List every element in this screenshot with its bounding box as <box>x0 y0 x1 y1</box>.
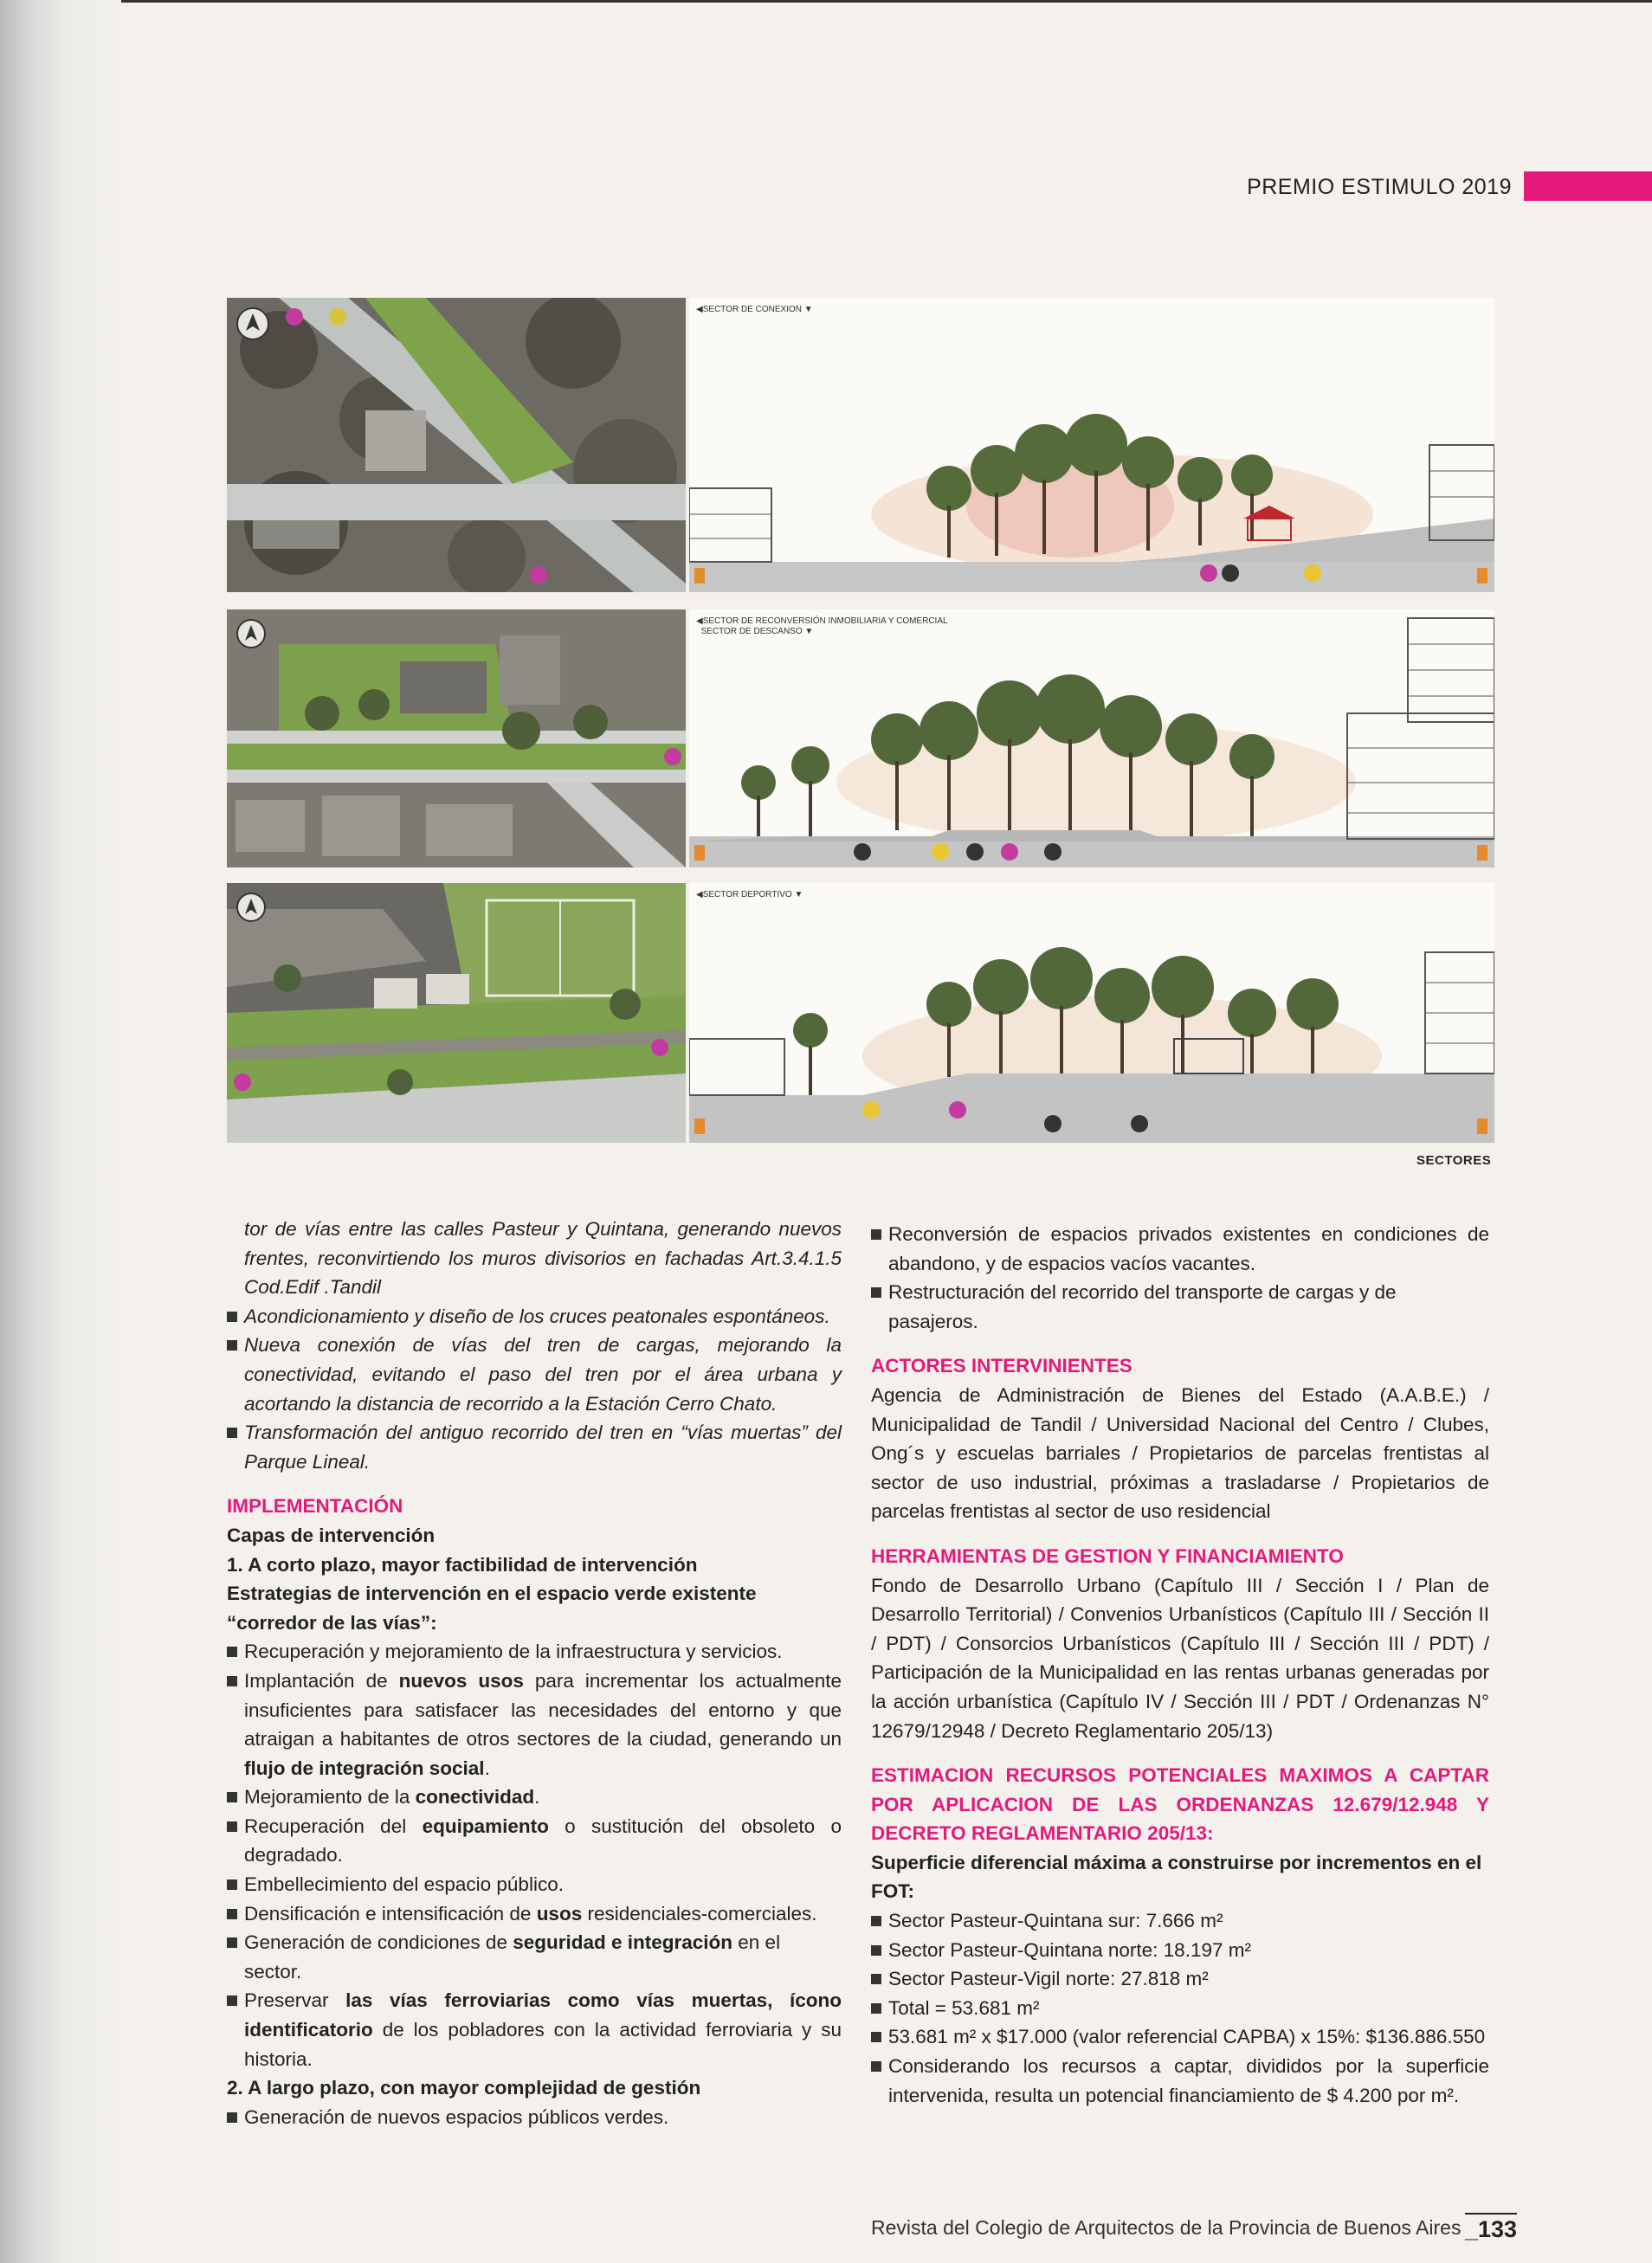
list-item: Implantación de nuevos usos para incrementar los actualmente insuficientes para satisfacer las necesidades del entorno y que atraigan a habitantes de otros sectores de la ciudad, generando un flujo de integración social. <box>227 1667 842 1783</box>
heading-implementacion: IMPLEMENTACIÓN <box>227 1495 403 1518</box>
header-accent-bar <box>1524 171 1652 201</box>
actores-text: Agencia de Administración de Bienes del Estado (A.A.B.E.) / Municipalidad de Tandil / Universidad Nacional del Centro / Clubes, Ong´s y escuelas barriales / Propietarios de parcelas frentistas al sector de uso industrial, próximas a trasladarse / Propietarios de parcelas frentistas al sector de uso residencial <box>871 1383 1489 1523</box>
subheading-estrategias: Estrategias de intervención en el espacio verde existente “corredor de las vías”: <box>227 1583 757 1634</box>
list-item: Sector Pasteur-Vigil norte: 27.818 m² <box>871 1964 1489 1994</box>
subheading-capas: Capas de intervención <box>227 1524 436 1546</box>
figure-sector-deportivo <box>227 883 1494 1143</box>
subheading-largo-plazo: 2. A largo plazo, con mayor complejidad de gestión <box>227 2077 701 2099</box>
list-item: Acondicionamiento y diseño de los cruces peatonales espontáneos. <box>227 1302 842 1331</box>
list-item: Recuperación y mejoramiento de la infraestructura y servicios. <box>227 1637 842 1667</box>
figure-caption: SECTORES <box>1416 1153 1492 1168</box>
list-item: Restructuración del recorrido del transporte de cargas y de pasajeros. <box>871 1278 1489 1336</box>
heading-herramientas: HERRAMIENTAS DE GESTION Y FINANCIAMIENTO <box>871 1544 1344 1567</box>
heading-estimacion: ESTIMACION RECURSOS POTENCIALES MAXIMOS A CAPTAR POR APLICACION DE LAS ORDENANZAS 12.679/12.948 Y DECRETO REGLAMENTARIO 205/13: <box>871 1764 1489 1845</box>
list-item: Transformación del antiguo recorrido del tren en “vías muertas” del Parque Lineal. <box>227 1418 842 1476</box>
herramientas-text: Fondo de Desarrollo Urbano (Capítulo III / Sección I / Plan de Desarrollo Territorial) / Convenios Urbanísticos (Capítulo III / Sección II / PDT) / Consorcios Urbanísticos (Capítulo III / Sección III / PDT) / Participación de la Municipalidad en las rentas urbanas generadas por la acción urbanística (Capítulo IV / Sección III / PDT / Ordenanzas N° 12679/12948 / Decreto Reglamentario 205/13) <box>871 1574 1489 1742</box>
list-item: Recuperación del equipamiento o sustitución del obsoleto o degradado. <box>227 1812 842 1870</box>
plan-image <box>227 883 686 1143</box>
section-drawing <box>689 883 1494 1143</box>
list-item: Nueva conexión de vías del tren de cargas, mejorando la conectividad, evitando el paso del tren por el área urbana y acortando la distancia de recorrido a la Estación Cerro Chato. <box>227 1331 842 1418</box>
figure-sector-reconversion <box>227 609 1494 867</box>
header-title: PREMIO ESTIMULO 2019 <box>1247 175 1512 199</box>
section-label: ◀SECTOR DEPORTIVO ▼ <box>696 890 803 899</box>
footer-journal-title: Revista del Colegio de Arquitectos de la Provincia de Buenos Aires <box>871 2216 1462 2239</box>
list-item: Reconversión de espacios privados existentes en condiciones de abandono, y de espacios vacíos vacantes. <box>871 1220 1489 1278</box>
list-item: Generación de condiciones de seguridad e integración en el sector. <box>227 1928 842 1986</box>
right-column <box>871 1220 1489 2110</box>
subheading-corto-plazo: 1. A corto plazo, mayor factibilidad de intervención <box>227 1553 698 1576</box>
subheading-superficie: Superficie diferencial máxima a construirse por incrementos en el FOT: <box>871 1851 1482 1903</box>
heading-actores: ACTORES INTERVINIENTES <box>871 1355 1133 1377</box>
left-column <box>227 1215 842 2131</box>
list-item: Preservar las vías ferroviarias como vías muertas, ícono identificatorio de los pobladores con la actividad ferroviaria y su historia. <box>227 1986 842 2073</box>
section-label: ◀SECTOR DE RECONVERSIÓN INMOBILIARIA Y COMERCIAL SECTOR DE DESCANSO ▼ <box>696 616 948 636</box>
list-item: Considerando los recursos a captar, divididos por la superficie intervenida, resulta un potencial financiamiento de $ 4.200 por m². <box>871 2052 1489 2110</box>
list-item: Sector Pasteur-Quintana norte: 18.197 m² <box>871 1936 1489 1965</box>
plan-image <box>227 609 686 867</box>
figure-sector-conexion <box>227 298 1494 592</box>
top-rule <box>121 0 1652 3</box>
list-item: Total = 53.681 m² <box>871 1994 1489 2023</box>
list-item: Densificación e intensificación de usos residenciales-comerciales. <box>227 1899 842 1929</box>
list-item: Mejoramiento de la conectividad. <box>227 1783 842 1812</box>
plan-image <box>227 298 686 592</box>
list-item: Generación de nuevos espacios públicos verdes. <box>227 2103 842 2132</box>
page-gutter-shadow <box>0 0 121 2263</box>
section-label: ◀SECTOR DE CONEXION ▼ <box>696 305 813 314</box>
section-drawing <box>689 609 1494 867</box>
list-item: Embellecimiento del espacio público. <box>227 1870 842 1899</box>
section-drawing <box>689 298 1494 592</box>
list-item: 53.681 m² x $17.000 (valor referencial CAPBA) x 15%: $136.886.550 <box>871 2022 1489 2052</box>
list-item: Sector Pasteur-Quintana sur: 7.666 m² <box>871 1906 1489 1936</box>
intro-text: tor de vías entre las calles Pasteur y Quintana, generando nuevos frentes, reconvirtiendo los muros divisorios en fachadas Art.3.4.1.5 Cod.Edif .Tandil <box>244 1218 842 1299</box>
page-number: _133 <box>1465 2213 1517 2243</box>
